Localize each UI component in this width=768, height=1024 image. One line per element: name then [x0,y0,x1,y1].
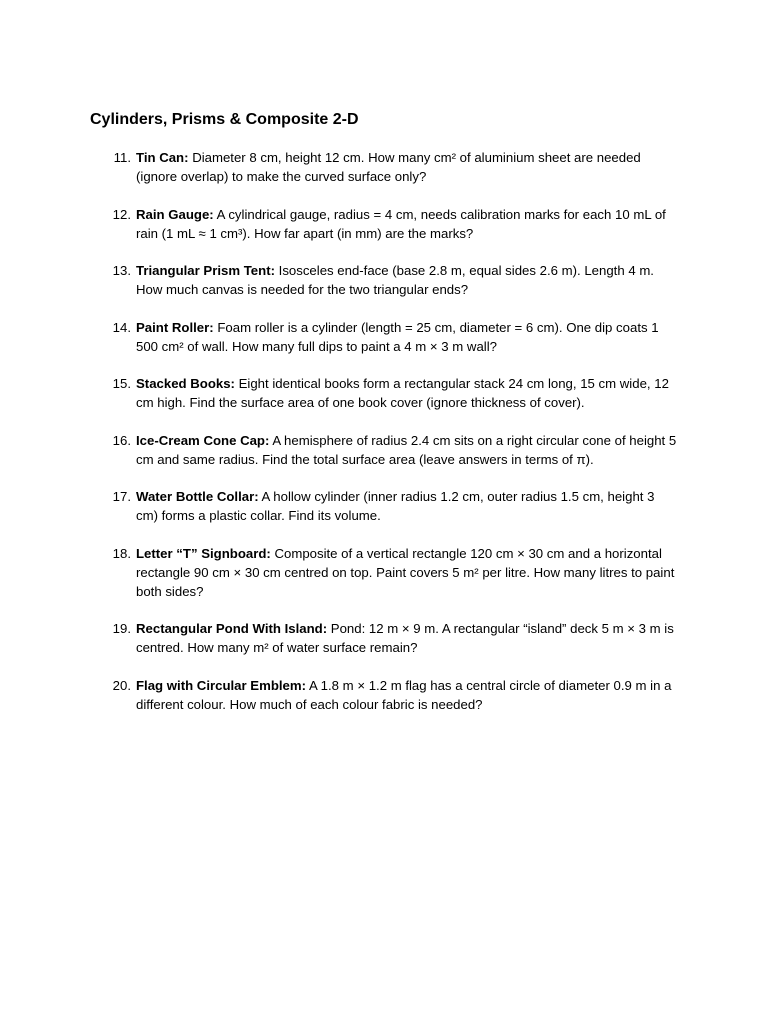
question-title: Tin Can: [136,150,189,165]
question-item [0,318,768,356]
question-title: Paint Roller: [136,319,214,335]
question-title: Rain Gauge: [136,206,214,222]
question-title: Ice‑Cream Cone Cap: [136,432,270,448]
question-title: Rectangular Pond With Island: [136,621,328,636]
question-title: Water Bottle Collar: [136,489,259,504]
question-text: Pond: 12 m × 9 m. A rectangular “island” deck 5 m × 3 m is centred. How many m² of water surface remain? [136,621,674,655]
question-item [0,431,768,469]
question-item [0,619,768,657]
question-title: Triangular Prism Tent: [136,263,275,278]
question-text: A 1.8 m × 1.2 m flag has a central circle of diameter 0.9 m in a different colour. How much of each colour fabric is needed? [136,677,672,712]
question-text: A hollow cylinder (inner radius 1.2 cm, outer radius 1.5 cm, height 3 cm) forms a plastic collar. Find its volume. [136,489,655,523]
question-number: 18. [112,545,131,561]
question-text: A hemisphere of radius 2.4 cm sits on a right circular cone of height 5 cm and same radius. Find the total surface area (leave answers in terms of π). [136,432,677,467]
question-number: 16. [112,432,131,448]
question-item [0,205,768,243]
question-text: Isosceles end‑face (base 2.8 m, equal sides 2.6 m). Length 4 m. How much canvas is needed for the two triangular ends? [136,263,654,297]
question-number: 15. [112,376,131,391]
question-item [0,676,768,714]
question-item [0,487,768,525]
question-number: 11. [113,150,131,165]
question-number: 12. [112,206,131,222]
question-number: 14. [112,319,131,335]
question-text: Eight identical books form a rectangular stack 24 cm long, 15 cm wide, 12 cm high. Find the surface area of one book cover (ignore thickness of cover). [136,376,669,410]
page-title: Cylinders, Prisms & Composite 2‑D [90,111,359,128]
question-number: 17. [112,489,131,504]
question-title: Letter “T” Signboard: [136,545,271,561]
question-item [0,374,768,412]
question-title: Flag with Circular Emblem: [136,677,307,693]
question-list [0,148,768,732]
question-number: 19. [112,621,131,636]
question-item [0,544,768,601]
question-text: Composite of a vertical rectangle 120 cm × 30 cm and a horizontal rectangle 90 cm × 30 cm centred on top. Paint covers 5 m² per litre. How many litres to paint both sides? [136,545,675,599]
question-text: Foam roller is a cylinder (length = 25 cm, diameter = 6 cm). One dip coats 1 500 cm² of wall. How many full dips to paint a 4 m × 3 m wall? [136,319,659,354]
question-number: 20. [112,677,131,693]
question-title: Stacked Books: [136,376,235,391]
question-item [0,148,768,186]
question-text: A cylindrical gauge, radius = 4 cm, needs calibration marks for each 10 mL of rain (1 mL ≈ 1 cm³). How far apart (in mm) are the marks? [136,206,666,241]
question-item [0,261,768,299]
question-text: Diameter 8 cm, height 12 cm. How many cm² of aluminium sheet are needed (ignore overlap) to make the curved surface only? [136,150,641,184]
question-number: 13. [112,263,131,278]
